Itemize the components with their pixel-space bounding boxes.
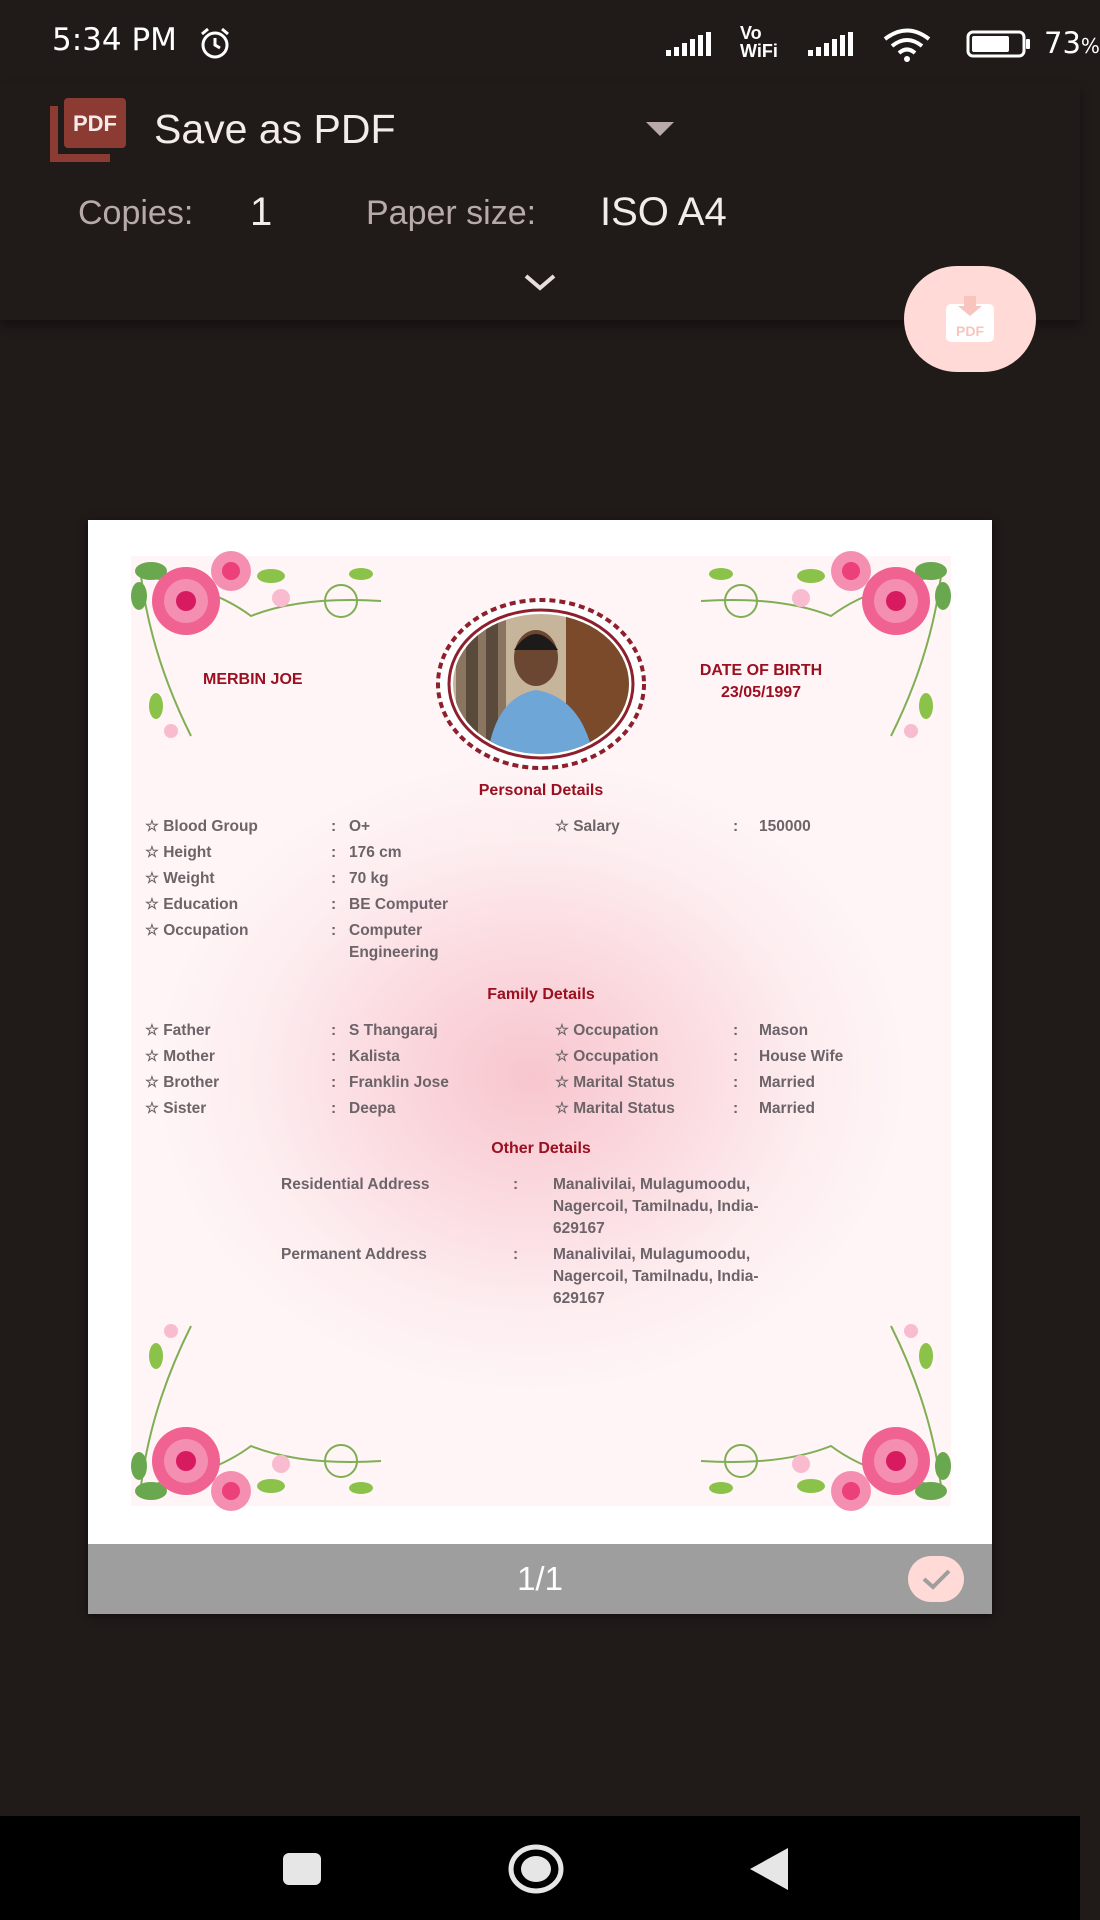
profile-photo (436, 598, 646, 770)
battery-percent: 73% (1044, 26, 1100, 60)
status-time: 5:34 PM (52, 22, 177, 58)
biodata-document: MERBIN JOE DATE OF BIRTH 23/05/1997 Personal Details ☆ Blood Group : O+ ☆ Height : 176 cm ☆ Weight : 70 kg ☆ Education : BE Computer ☆ Occupation : Computer Engineering ☆ Salary : 150000 Family Details ☆ Father : S Thangaraj ☆ Mother : Kalista ☆ Brother : Franklin Jose ☆ Sister : Deepa ☆ Occupation : Mason ☆ Occupation : House Wife ☆ Marital Status : Married ☆ Marital Status : Married Other Details Residential Address : Manalivilai, Mulagumoodu, Nagercoil, Tamilnadu, India- 629167 Permanent Address : Manalivilai, Mulagumoodu, Nagercoil, Tamilnadu, India- 629167 (131, 556, 951, 1506)
copies-value[interactable]: 1 (250, 190, 273, 234)
chevron-down-icon[interactable] (522, 270, 558, 294)
floral-corner-icon (691, 556, 951, 746)
signal-icon-2 (806, 32, 856, 56)
dob-value: 23/05/1997 (720, 684, 802, 701)
detail-row: ☆ Occupation : Computer Engineering (145, 922, 439, 961)
dob-label: DATE OF BIRTH (699, 662, 823, 679)
status-icons (660, 22, 1100, 62)
other-details-title: Other Details (491, 1140, 591, 1157)
printer-select[interactable]: Save as PDF (154, 106, 396, 152)
copies-label: Copies: (78, 194, 194, 232)
recents-square-icon[interactable] (282, 1852, 322, 1886)
home-circle-icon[interactable] (508, 1844, 564, 1894)
personal-details-title: Personal Details (478, 782, 604, 799)
wifi-icon (882, 28, 932, 62)
paper-size-label: Paper size: (366, 194, 537, 232)
person-name: MERBIN JOE (203, 671, 303, 688)
svg-text:PDF: PDF (73, 111, 117, 136)
floral-corner-icon (691, 1316, 951, 1506)
floral-corner-icon (131, 556, 391, 746)
volte-line1: Vo (740, 23, 762, 43)
page-select-checkbox[interactable] (908, 1556, 964, 1602)
dropdown-arrow-icon[interactable] (646, 122, 674, 138)
check-icon (908, 1556, 964, 1602)
navigation-bar (0, 1816, 1080, 1920)
permanent-address-row: Permanent Address : Manalivilai, Mulagumoodu, Nagercoil, Tamilnadu, India- 629167 (281, 1246, 759, 1307)
download-pdf-icon (944, 294, 996, 344)
floral-corner-icon (131, 1316, 391, 1506)
alarm-icon (198, 26, 232, 60)
paper-size-value[interactable]: ISO A4 (600, 190, 727, 234)
svg-text:PDF: PDF (956, 323, 984, 339)
pdf-printer-icon (50, 98, 126, 162)
residential-address-row: Residential Address : Manalivilai, Mulagumoodu, Nagercoil, Tamilnadu, India- 629167 (281, 1176, 759, 1237)
page-preview[interactable] (88, 520, 992, 1614)
volte-icon (740, 24, 778, 60)
volte-line2: WiFi (740, 41, 778, 61)
status-bar (0, 0, 1100, 84)
battery-icon (966, 30, 1032, 58)
download-pdf-button[interactable] (904, 266, 1036, 372)
date-of-birth (681, 660, 841, 704)
family-details-title: Family Details (487, 986, 595, 1003)
page-number: 1/1 (517, 1560, 563, 1597)
back-triangle-icon[interactable] (748, 1848, 788, 1890)
page-indicator-bar (88, 1544, 992, 1614)
signal-icon (664, 32, 714, 56)
